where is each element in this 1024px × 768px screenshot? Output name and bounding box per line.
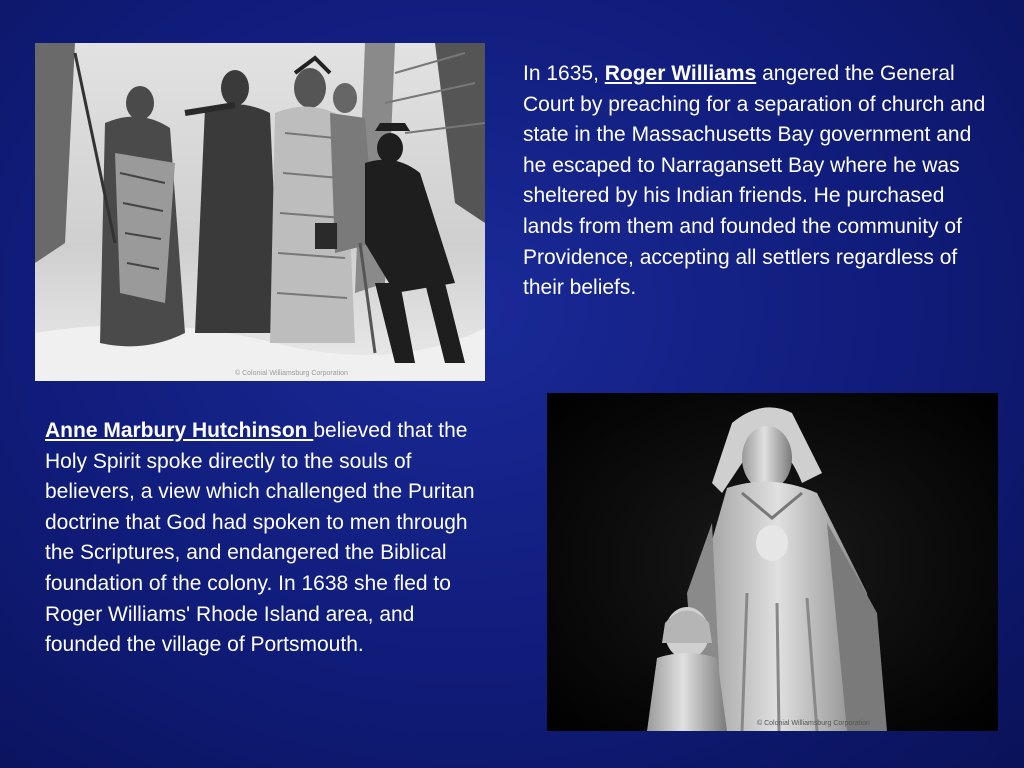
roger-williams-link[interactable]: Roger Williams bbox=[604, 62, 757, 85]
roger-williams-paragraph bbox=[523, 59, 993, 304]
engraving-watermark: © Colonial Williamsburg Corporation bbox=[235, 370, 348, 377]
anne-hutchinson-statue-image bbox=[547, 393, 998, 731]
statue-watermark: © Colonial Williamsburg Corporation bbox=[757, 720, 870, 727]
roger-body-text: angered the General Court by preaching for a separation of church and state in the Massachusetts Bay government and he escaped to Narragansett Bay where he was sheltered by his Indian friends. He purchased lands from them and founded the community of Providence, accepting all settlers regardless of their beliefs. bbox=[523, 62, 986, 300]
anne-hutchinson-paragraph bbox=[45, 416, 485, 661]
anne-hutchinson-link[interactable]: Anne Marbury Hutchinson bbox=[45, 419, 314, 442]
anne-body-text: believed that the Holy Spirit spoke directly to the souls of believers, a view which challenged the Puritan doctrine that God had spoken to men through the Scriptures, and endangered the Biblical foundation of the colony. In 1638 she fled to Roger Williams' Rhode Island area, and founded the village of Portsmouth. bbox=[45, 419, 475, 657]
roger-prefix-text: In 1635, bbox=[523, 62, 605, 85]
roger-williams-engraving-image bbox=[35, 43, 485, 381]
